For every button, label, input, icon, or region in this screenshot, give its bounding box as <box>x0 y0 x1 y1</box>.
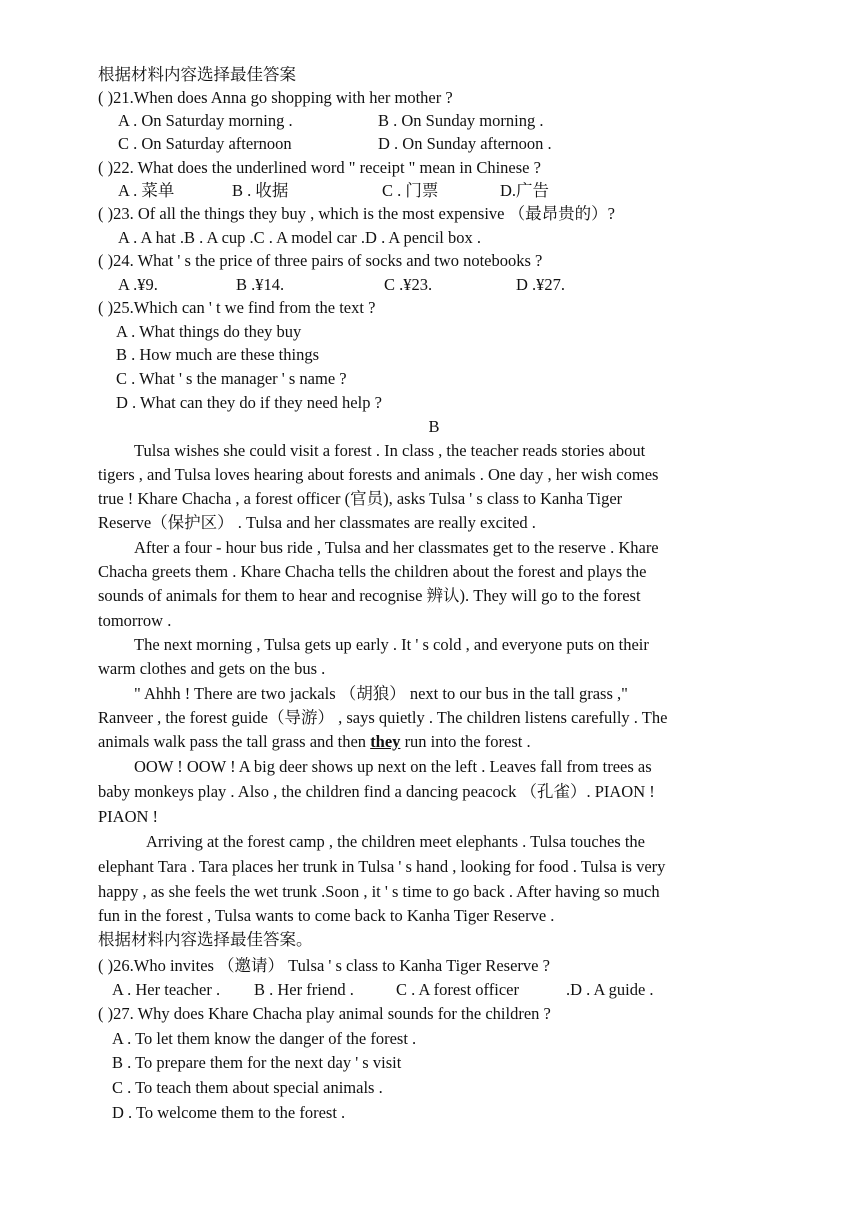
passage-line: After a four - hour bus ride , Tulsa and her classmates get to the reserve . Khare <box>134 538 659 557</box>
q26-stem: ( )26.Who invites （邀请） Tulsa ' s class to Kanha Tiger Reserve ? <box>98 956 550 975</box>
q24-option-c: C .¥23. <box>384 275 433 294</box>
instruction-a: 根据材料内容选择最佳答案 <box>98 65 296 84</box>
q22-option-a: A . 菜单 <box>118 181 175 200</box>
passage-line: tomorrow . <box>98 611 172 630</box>
q23-options: A . A hat .B . A cup .C . A model car .D . A pencil box . <box>118 228 481 247</box>
q22-stem: ( )22. What does the underlined word " receipt " mean in Chinese ? <box>98 158 541 177</box>
passage-line: warm clothes and gets on the bus . <box>98 659 326 678</box>
passage-line <box>98 731 531 753</box>
passage-line: The next morning , Tulsa gets up early . It ' s cold , and everyone puts on their <box>134 635 649 654</box>
passage-line: true ! Khare Chacha , a forest officer (官员), asks Tulsa ' s class to Kanha Tiger <box>98 489 623 508</box>
q26-option-c: C . A forest officer <box>396 980 519 999</box>
q21-option-a: A . On Saturday morning . <box>118 111 293 130</box>
q27-option-b: B . To prepare them for the next day ' s visit <box>112 1053 402 1072</box>
passage-line: tigers , and Tulsa loves hearing about forests and animals . One day , her wish comes <box>98 465 659 484</box>
passage-line: PIAON ! <box>98 807 159 826</box>
q24-option-b: B .¥14. <box>236 275 285 294</box>
passage-line: fun in the forest , Tulsa wants to come back to Kanha Tiger Reserve . <box>98 906 555 925</box>
passage-line: Arriving at the forest camp , the children meet elephants . Tulsa touches the <box>146 832 645 851</box>
q21-option-b: B . On Sunday morning . <box>378 111 544 130</box>
q26-option-b: B . Her friend . <box>254 980 354 999</box>
section-heading: B <box>428 417 440 436</box>
passage-line: Reserve（保护区） . Tulsa and her classmates are really excited . <box>98 513 536 532</box>
q21-stem: ( )21.When does Anna go shopping with her mother ? <box>98 88 453 107</box>
passage-line: Chacha greets them . Khare Chacha tells the children about the forest and plays the <box>98 562 647 581</box>
q27-option-c: C . To teach them about special animals . <box>112 1078 383 1097</box>
q21-option-d: D . On Sunday afternoon . <box>378 134 552 153</box>
q27-option-d: D . To welcome them to the forest . <box>112 1103 346 1122</box>
passage-line: Tulsa wishes she could visit a forest . In class , the teacher reads stories about <box>134 441 646 460</box>
q21-option-c: C . On Saturday afternoon <box>118 134 292 153</box>
q22-option-d: D.广告 <box>500 181 550 200</box>
q25-stem: ( )25.Which can ' t we find from the text ? <box>98 298 376 317</box>
passage-line: happy , as she feels the wet trunk .Soon , it ' s time to go back . After having so much <box>98 882 660 901</box>
q24-option-a: A .¥9. <box>118 275 158 294</box>
passage-line: sounds of animals for them to hear and recognise 辨认). They will go to the forest <box>98 586 641 605</box>
q25-option-d: D . What can they do if they need help ? <box>116 393 382 412</box>
q22-option-c: C . 门票 <box>382 181 439 200</box>
instruction-b: 根据材料内容选择最佳答案。 <box>98 930 313 949</box>
passage-line: Ranveer , the forest guide（导游） , says quietly . The children listens carefully . The <box>98 708 668 727</box>
passage-line: baby monkeys play . Also , the children find a dancing peacock （孔雀）. PIAON ! <box>98 782 655 801</box>
passage-line: elephant Tara . Tara places her trunk in Tulsa ' s hand , looking for food . Tulsa is very <box>98 857 666 876</box>
passage-text: run into the forest . <box>400 732 531 751</box>
q22-option-b: B . 收据 <box>232 181 289 200</box>
q24-option-d: D .¥27. <box>516 275 566 294</box>
underlined-word-they: they <box>370 732 401 751</box>
q27-stem: ( )27. Why does Khare Chacha play animal sounds for the children ? <box>98 1004 551 1023</box>
q25-option-a: A . What things do they buy <box>116 322 302 341</box>
passage-line: OOW ! OOW ! A big deer shows up next on the left . Leaves fall from trees as <box>134 757 652 776</box>
q26-option-d: .D . A guide . <box>566 980 654 999</box>
q25-option-c: C . What ' s the manager ' s name ? <box>116 369 347 388</box>
passage-text: animals walk pass the tall grass and then <box>98 732 371 751</box>
q25-option-b: B . How much are these things <box>116 345 320 364</box>
q27-option-a: A . To let them know the danger of the forest . <box>112 1029 417 1048</box>
q26-option-a: A . Her teacher . <box>112 980 221 999</box>
passage-line: " Ahhh ! There are two jackals （胡狼） next to our bus in the tall grass ," <box>134 684 628 703</box>
q24-stem: ( )24. What ' s the price of three pairs of socks and two notebooks ? <box>98 251 543 270</box>
q23-stem: ( )23. Of all the things they buy , which is the most expensive （最昂贵的）? <box>98 204 615 223</box>
